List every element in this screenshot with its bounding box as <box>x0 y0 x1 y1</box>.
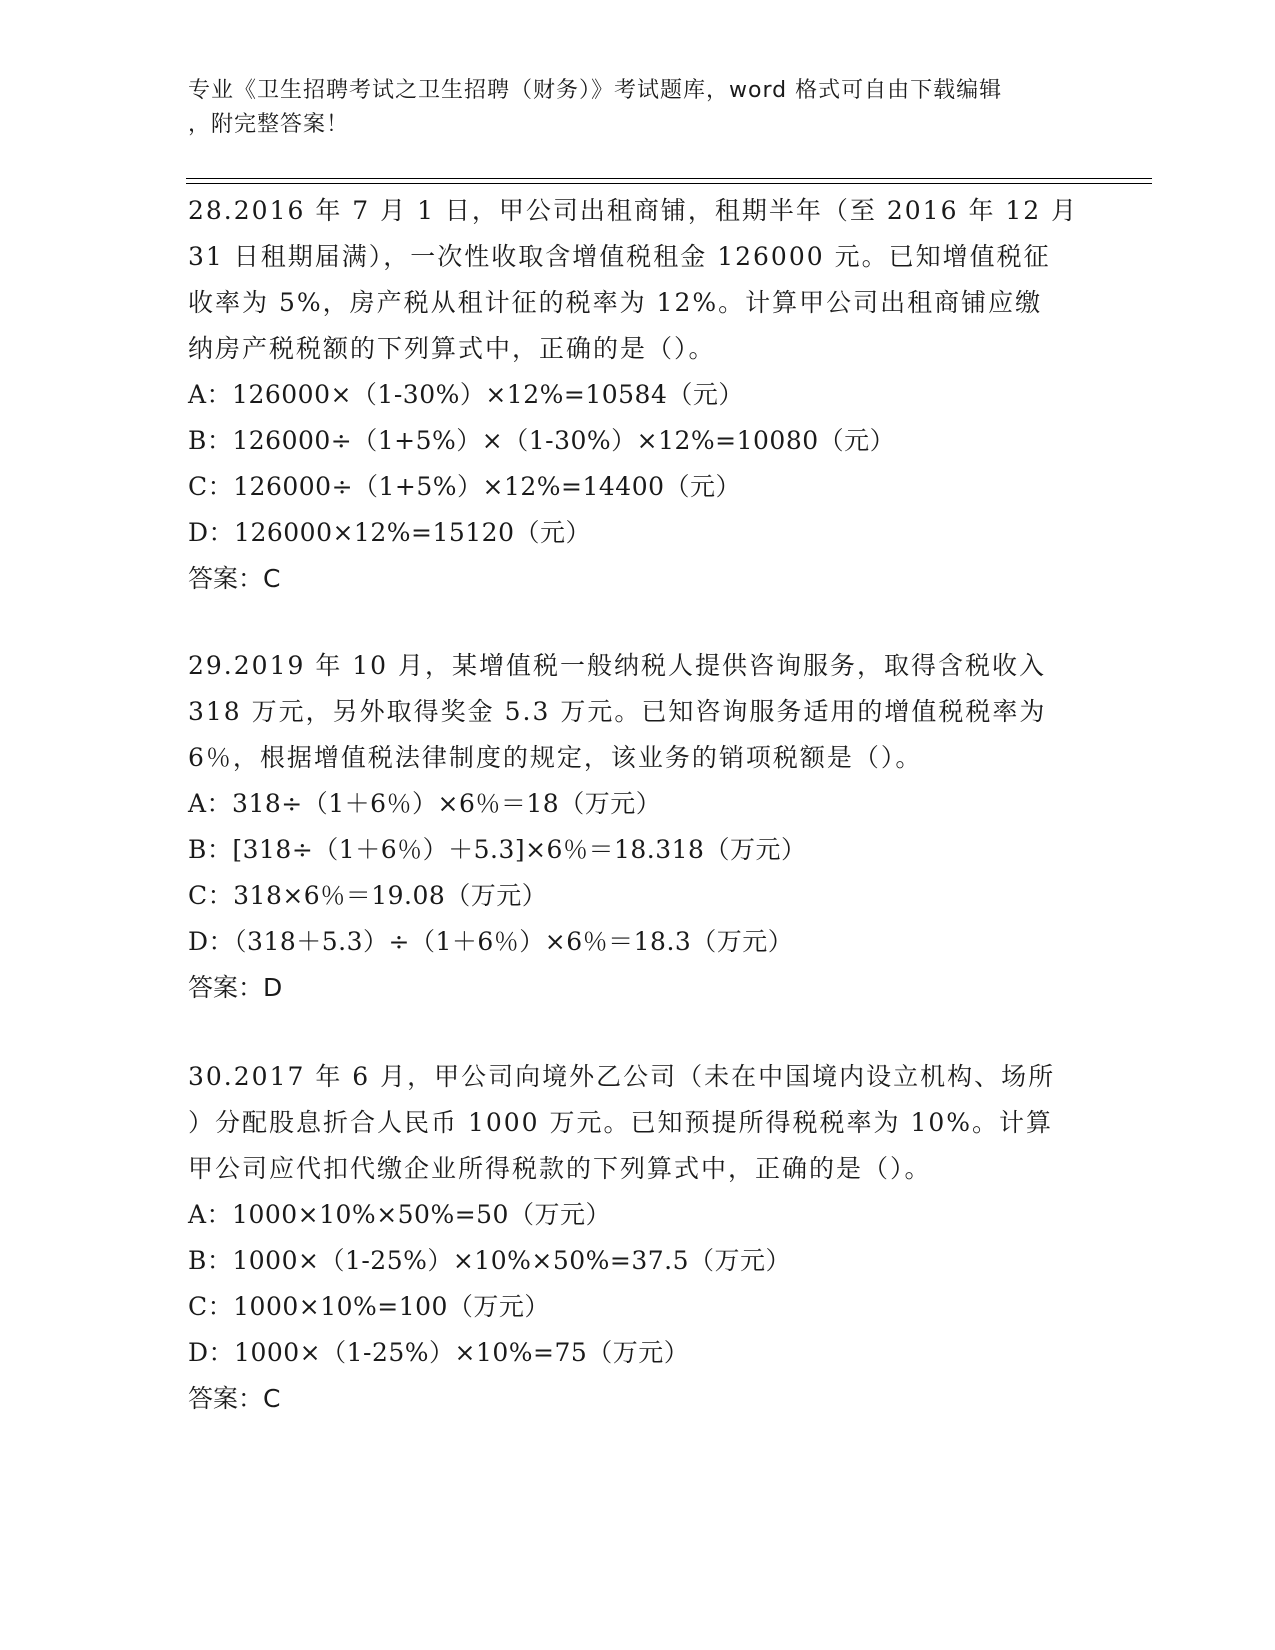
question-stem-line: 甲公司应代扣代缴企业所得税款的下列算式中，正确的是（）。 <box>188 1154 932 1183</box>
option-d: D：126000×12%=15120（元） <box>188 518 591 547</box>
option-b: B：126000÷（1+5%）×（1-30%）×12%=10080（元） <box>188 426 896 455</box>
document-header <box>188 74 1088 142</box>
header-divider-top <box>186 178 1152 179</box>
question-stem-line: 31 日租期届满），一次性收取含增值税租金 126000 元。已知增值税征 <box>188 242 1051 271</box>
answer-line: 答案：D <box>188 973 283 1002</box>
question-28 <box>188 188 1088 602</box>
option-b: B：[318÷（1＋6％）＋5.3]×6％＝18.318（万元） <box>188 835 807 864</box>
answer-line: 答案：C <box>188 564 281 593</box>
question-stem-line: 29.2019 年 10 月，某增值税一般纳税人提供咨询服务，取得含税收入 <box>188 651 1047 680</box>
option-d: D：（318＋5.3）÷（1＋6％）×6％＝18.3（万元） <box>188 927 794 956</box>
question-stem-line: 318 万元，另外取得奖金 5.3 万元。已知咨询服务适用的增值税税率为 <box>188 697 1047 726</box>
question-29 <box>188 643 1088 1011</box>
question-stem-line: 6％，根据增值税法律制度的规定，该业务的销项税额是（）。 <box>188 743 923 772</box>
option-a: A：318÷（1＋6％）×6％＝18（万元） <box>188 789 662 818</box>
header-title-line: 专业《卫生招聘考试之卫生招聘（财务）》考试题库，word 格式可自由下载编辑 <box>188 78 1003 103</box>
option-c: C：318×6％＝19.08（万元） <box>188 881 548 910</box>
question-30 <box>188 1054 1088 1422</box>
option-a: A：1000×10%×50%=50（万元） <box>188 1200 611 1229</box>
question-stem-line: 纳房产税税额的下列算式中，正确的是（）。 <box>188 334 716 363</box>
option-d: D：1000×（1-25%）×10%=75（万元） <box>188 1338 690 1367</box>
option-b: B：1000×（1-25%）×10%×50%=37.5（万元） <box>188 1246 792 1275</box>
question-stem-line: 28.2016 年 7 月 1 日，甲公司出租商铺，租期半年（至 2016 年 12 月 <box>188 196 1079 225</box>
header-divider-bottom <box>186 183 1152 184</box>
question-stem-line: 30.2017 年 6 月，甲公司向境外乙公司（未在中国境内设立机构、场所 <box>188 1062 1056 1091</box>
header-title-line-continued: ，附完整答案！ <box>188 112 350 137</box>
option-a: A：126000×（1-30%）×12%=10584（元） <box>188 380 744 409</box>
option-c: C：1000×10%=100（万元） <box>188 1292 550 1321</box>
question-stem-line: 收率为 5%，房产税从租计征的税率为 12%。计算甲公司出租商铺应缴 <box>188 288 1043 317</box>
option-c: C：126000÷（1+5%）×12%=14400（元） <box>188 472 742 501</box>
question-stem-line: ）分配股息折合人民币 1000 万元。已知预提所得税税率为 10%。计算 <box>188 1108 1054 1137</box>
answer-line: 答案：C <box>188 1384 281 1413</box>
